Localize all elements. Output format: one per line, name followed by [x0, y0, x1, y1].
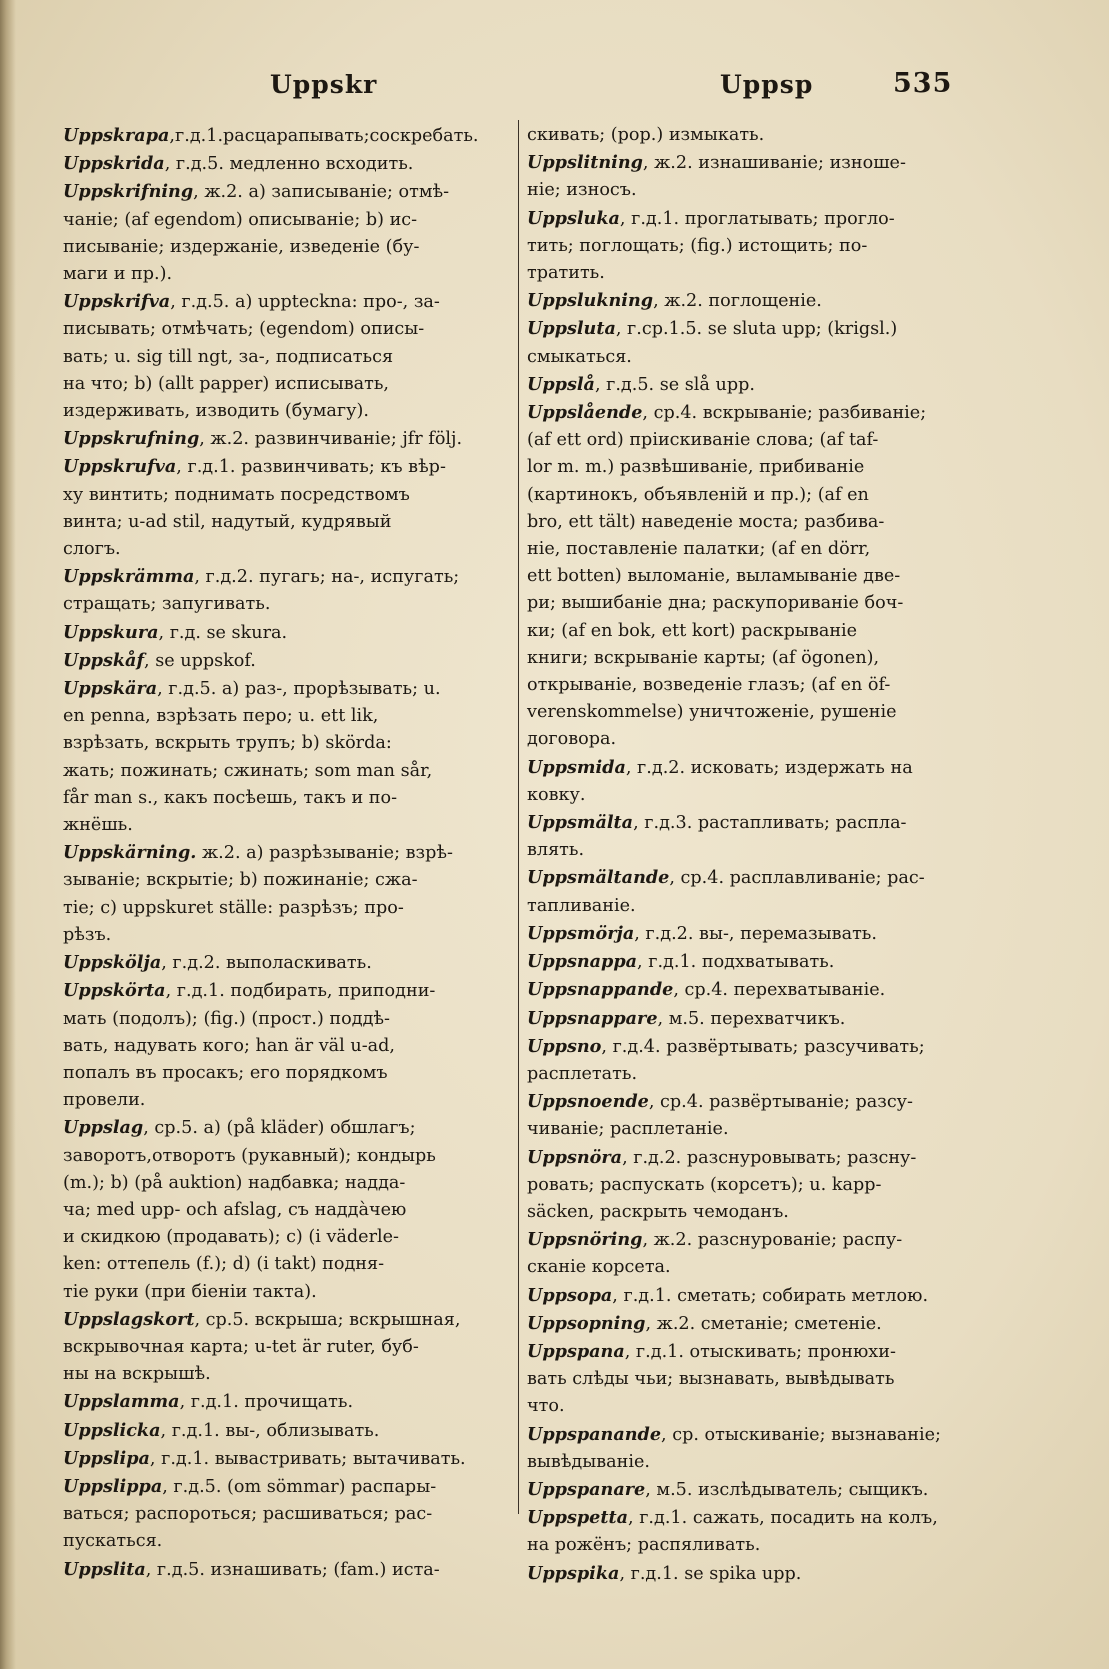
entry-line: Uppskära, г.д.5. a) раз-, прорѣзывать; u. — [63, 678, 441, 700]
headword: Uppspika — [527, 1562, 620, 1584]
headword: Uppskärning. — [63, 842, 197, 864]
headword: Uppsnöra — [527, 1146, 623, 1168]
entry-line: Uppslamma, г.д.1. прочищать. — [63, 1391, 354, 1413]
entry-line: Uppskärning. ж.2. a) разрѣзываніе; взрѣ- — [63, 842, 453, 864]
entry-line: вать слѣды чьи; вызнавать, вывѣдывать — [527, 1369, 895, 1390]
dictionary-entry — [63, 619, 513, 647]
entry-line: винта; u-ad stil, надутый, кудрявый — [63, 511, 392, 532]
entry-line: взрѣзать, вскрыть трупъ; b) skörda: — [63, 733, 392, 754]
entry-line: Uppskrämma, г.д.2. пугагь; на-, испугать; — [63, 566, 460, 588]
entry-line: Uppsmida, г.д.2. исковать; издержать на — [527, 756, 913, 778]
dictionary-entry — [527, 1282, 978, 1310]
entry-line: писывать; отмѣчать; (egendom) описы- — [63, 319, 425, 340]
entry-line: Uppslita, г.д.5. изнашивать; (fam.) иста- — [63, 1558, 440, 1580]
entry-line: и скидкою (продавать); c) (i väderle- — [63, 1227, 399, 1248]
dictionary-entry — [63, 839, 513, 949]
entry-line: заворотъ,отворотъ (рукавный); кондырь — [63, 1145, 436, 1166]
entry-line: договора. — [527, 729, 617, 750]
entry-line: на рожёнъ; распяливать. — [527, 1535, 761, 1556]
entry-line: en penna, взрѣзать перо; u. ett lik, — [63, 706, 379, 727]
dictionary-entry — [63, 453, 513, 563]
headword: Uppskrifning — [63, 181, 194, 203]
left-running-head: Uppskr — [270, 70, 378, 99]
dictionary-entry — [63, 122, 513, 150]
entry-line: тіе руки (при біеніи такта). — [63, 1281, 317, 1302]
headword: Uppsnoende — [527, 1091, 649, 1113]
entry-line: Uppsluka, г.д.1. проглатывать; прогло- — [527, 207, 895, 229]
entry-line: чаніе; (af egendom) описываніе; b) ис- — [63, 209, 418, 230]
dictionary-entry — [527, 1144, 978, 1227]
headword: Uppslita — [63, 1558, 146, 1580]
headword: Uppslippa — [63, 1475, 163, 1497]
headword: Uppsköljа — [63, 952, 162, 974]
headword: Uppspanande — [527, 1423, 662, 1445]
entry-line: ровать; распускать (корсетъ); u. kapp- — [527, 1174, 882, 1195]
entry-line: Uppskrifva, г.д.5. a) uppteckna: про-, за- — [63, 291, 440, 313]
entry-line: ча; med upp- och afslag, съ надда̀чею — [63, 1199, 407, 1220]
dictionary-entry — [63, 150, 513, 178]
dictionary-entry — [63, 1388, 513, 1416]
entry-line: что. — [527, 1396, 565, 1417]
dictionary-entry — [527, 976, 978, 1004]
entry-line: Uppspanande, ср. отыскиваніе; вызнаваніе; — [527, 1423, 941, 1445]
entry-line: Uppskrapa,г.д.1.расцарапывать;соскребать. — [63, 125, 479, 146]
entry-line: Uppslicka, г.д.1. вы-, облизывать. — [63, 1419, 380, 1441]
headword: Uppskrifva — [63, 291, 171, 313]
headword: Uppskrufva — [63, 456, 177, 478]
entry-line: открываніе, возведеніе глазъ; (af en öf- — [527, 675, 891, 696]
entry-line: стращать; запугивать. — [63, 594, 271, 615]
entry-line: рѣзъ. — [63, 924, 112, 945]
headword: Uppskära — [63, 678, 158, 700]
entry-line: скивать; (pop.) измыкать. — [527, 125, 765, 145]
dictionary-entry — [527, 1226, 978, 1281]
entry-line: жать; пожинать; сжинать; som man sår, — [63, 760, 433, 781]
headword: Uppslukning — [527, 290, 654, 312]
dictionary-entry — [63, 425, 513, 453]
entry-line: тапливаніе. — [527, 895, 636, 916]
dictionary-entry — [63, 1114, 513, 1305]
dictionary-entry — [527, 1310, 978, 1338]
headword: Uppskrida — [63, 153, 165, 175]
dictionary-entry — [527, 1560, 978, 1588]
entry-line: на что; b) (allt papper) исписывать, — [63, 373, 390, 394]
headword: Uppsnappande — [527, 979, 674, 1001]
dictionary-entry — [527, 809, 978, 864]
entry-line: зываніе; вскрытіе; b) пожинаніе; сжа- — [63, 870, 418, 891]
entry-line: книги; вскрываніе карты; (af ögonen), — [527, 647, 880, 668]
dictionary-entry — [527, 1088, 978, 1143]
entry-line: Uppslukning, ж.2. поглощеніе. — [527, 290, 822, 312]
entry-line: ковку. — [527, 784, 586, 805]
entry-line: провели. — [63, 1090, 146, 1111]
dictionary-entry — [63, 647, 513, 675]
dictionary-entry — [527, 287, 978, 315]
right-column — [527, 122, 978, 1588]
headword: Uppskrufning — [63, 428, 200, 450]
headword: Uppsmälta — [527, 812, 634, 834]
entry-line: ett botten) выломаніе, выламываніе две- — [527, 566, 901, 587]
entry-line: издерживать, изводить (бумагу). — [63, 401, 369, 422]
entry-line: Uppslagskort, ср.5. вскрыша; вскрышная, — [63, 1308, 461, 1330]
entry-line: ны на вскрышѣ. — [63, 1364, 211, 1385]
entry-line: влять. — [527, 840, 585, 861]
entry-line: сканіе корсета. — [527, 1257, 671, 1278]
dictionary-entry — [63, 1445, 513, 1473]
entry-line: мать (подолъ); (fig.) (прост.) поддѣ- — [63, 1008, 390, 1029]
entry-line: bro, ett tält) наведеніе моста; разбива- — [527, 511, 885, 532]
headword: Uppspana — [527, 1340, 625, 1362]
entry-line: får man s., какъ посѣешь, такъ и по- — [63, 787, 398, 808]
headword: Uppsnappa — [527, 951, 638, 973]
entry-line: вывѣдываніе. — [527, 1451, 651, 1472]
headword: Uppsopning — [527, 1312, 646, 1334]
entry-line: Uppslipa, г.д.1. вывастривать; вытачивать. — [63, 1447, 466, 1469]
entry-line: попалъ въ просакъ; его порядкомъ — [63, 1062, 388, 1083]
entry-line: Uppspetta, г.д.1. сажать, посадить на колъ, — [527, 1507, 938, 1529]
dictionary-entry — [527, 122, 978, 149]
entry-line: Uppsköljа, г.д.2. выполаскивать. — [63, 952, 372, 974]
dictionary-entry — [63, 675, 513, 839]
entry-line: Uppslippa, г.д.5. (om sömmar) распары- — [63, 1475, 437, 1497]
dictionary-entry — [527, 371, 978, 399]
dictionary-entry — [63, 1417, 513, 1445]
entry-line: Uppskrifning, ж.2. a) записываніе; отмѣ- — [63, 181, 450, 203]
entry-line: ken: оттепель (f.); d) (i takt) подня- — [63, 1254, 385, 1275]
entry-line: Uppslag, ср.5. a) (på kläder) обшлагъ; — [63, 1117, 416, 1139]
entry-line: Uppsmältande, ср.4. расплавливаніе; рас- — [527, 867, 925, 889]
entry-line: lor m. m.) развѣшиваніе, прибиваніе — [527, 457, 865, 478]
entry-line: Uppspana, г.д.1. отыскивать; пронюхи- — [527, 1340, 896, 1362]
entry-line: Uppsnoende, ср.4. развёртываніе; разсу- — [527, 1091, 913, 1113]
page-number: 535 — [893, 68, 953, 99]
entry-line: маги и пр.). — [63, 264, 173, 285]
entry-line: (картинокъ, объявленій и пр.); (af en — [527, 484, 869, 505]
headword: Uppskåf — [63, 649, 145, 671]
entry-line: Uppskörta, г.д.1. подбирать, приподни- — [63, 980, 436, 1002]
dictionary-entry — [527, 205, 978, 288]
entry-line: тить; поглощать; (fig.) истощить; по- — [527, 235, 868, 256]
entry-line: пускаться. — [63, 1531, 163, 1552]
dictionary-entry — [527, 1504, 978, 1559]
entry-line: Uppskrida, г.д.5. медленно всходить. — [63, 153, 414, 175]
headword: Uppsopa — [527, 1284, 613, 1306]
entry-line: смыкаться. — [527, 346, 632, 367]
entry-line: säcken, раскрыть чемоданъ. — [527, 1201, 789, 1222]
headword: Uppskura — [63, 621, 159, 643]
dictionary-entry — [527, 149, 978, 204]
headword: Uppslående — [527, 402, 643, 424]
entry-line: Uppslitning, ж.2. изнашиваніе; изноше- — [527, 152, 906, 174]
headword: Uppspetta — [527, 1507, 629, 1529]
entry-line: ри; вышибаніе дна; раскупориваніе боч- — [527, 593, 904, 614]
entry-line: жнёшь. — [63, 815, 133, 836]
entry-line: Uppskrufning, ж.2. развинчиваніе; jfr följ. — [63, 428, 463, 450]
dictionary-entry — [63, 949, 513, 977]
entry-line: Uppsnappa, г.д.1. подхватывать. — [527, 951, 835, 973]
entry-line: Uppspanare, м.5. изслѣдыватель; сыщикъ. — [527, 1478, 929, 1500]
entry-line: чиваніе; расплетаніе. — [527, 1119, 729, 1140]
entry-line: слогъ. — [63, 539, 121, 560]
headword: Uppsluta — [527, 318, 616, 340]
entry-line: Uppsopa, г.д.1. сметать; собирать метлою. — [527, 1284, 929, 1306]
headword: Uppsno — [527, 1035, 602, 1057]
headword: Uppsnöring — [527, 1229, 643, 1251]
entry-line: verenskommelse) уничтоженіе, рушеніе — [527, 702, 897, 723]
entry-line: вскрывочная карта; u-tet är ruter, буб- — [63, 1336, 419, 1357]
entry-line: Uppsluta, г.ср.1.5. se sluta upp; (krigsl.) — [527, 318, 898, 340]
dictionary-entry — [527, 920, 978, 948]
entry-line: писываніе; издержаніе, изведеніе (бу- — [63, 236, 420, 257]
headword: Uppskrämma — [63, 566, 195, 588]
entry-line: Uppslå, г.д.5. se slå upp. — [527, 373, 755, 395]
entry-line: вать, надувать кого; han är väl u-ad, — [63, 1035, 396, 1056]
dictionary-entry — [63, 1473, 513, 1556]
entry-line: тіе; c) uppskuret ställe: разрѣзъ; про- — [63, 897, 404, 918]
dictionary-entry — [63, 563, 513, 618]
entry-line: Uppsnappare, м.5. перехватчикъ. — [527, 1007, 846, 1029]
dictionary-entry — [527, 948, 978, 976]
dictionary-entry — [527, 1005, 978, 1033]
dictionary-entry — [63, 1306, 513, 1389]
headword: Uppslagskort — [63, 1308, 195, 1330]
headword: Uppsmörja — [527, 922, 635, 944]
entry-line: Uppskura, г.д. se skura. — [63, 621, 288, 643]
headword: Uppslitning — [527, 152, 643, 174]
headword: Uppslå — [527, 373, 595, 395]
entry-line: ки; (af en bok, ett kort) раскрываніе — [527, 620, 858, 641]
entry-line: Uppsmörja, г.д.2. вы-, перемазывать. — [527, 922, 877, 944]
entry-line: Uppsopning, ж.2. сметаніе; сметеніе. — [527, 1312, 882, 1334]
left-column — [63, 122, 513, 1584]
page-binding-edge — [0, 0, 16, 1669]
headword: Uppslamma — [63, 1391, 180, 1413]
entry-line: вать; u. sig till ngt, за-, подписаться — [63, 346, 394, 367]
entry-line: Uppsnappande, ср.4. перехватываніе. — [527, 979, 886, 1001]
dictionary-entry — [527, 315, 978, 370]
headword: Uppskrapa — [63, 125, 170, 146]
entry-line: Uppsmälta, г.д.3. растапливать; распла- — [527, 812, 907, 834]
dictionary-entry — [63, 288, 513, 425]
headword: Uppslipa — [63, 1447, 150, 1469]
dictionary-entry — [63, 977, 513, 1114]
entry-line: ніе; износъ. — [527, 180, 637, 201]
entry-line: (af ett ord) пріискиваніе слова; (af taf- — [527, 430, 879, 451]
entry-line: Uppskåf, se uppskof. — [63, 649, 256, 671]
dictionary-entry — [527, 864, 978, 919]
entry-line: Uppspika, г.д.1. se spika upp. — [527, 1562, 802, 1584]
entry-line: ваться; распороться; расшиваться; рас- — [63, 1504, 433, 1525]
headword: Uppsluka — [527, 207, 620, 229]
entry-line: Uppslående, ср.4. вскрываніе; разбиваніе; — [527, 402, 927, 424]
headword: Uppslag — [63, 1117, 144, 1139]
dictionary-entry — [527, 1033, 978, 1088]
right-running-head: Uppsp — [720, 70, 814, 99]
dictionary-entry — [527, 1338, 978, 1421]
column-divider — [518, 120, 519, 1514]
dictionary-entry — [527, 1421, 978, 1476]
headword: Uppsmida — [527, 756, 626, 778]
entry-line: тратить. — [527, 263, 605, 284]
dictionary-entry — [63, 1556, 513, 1584]
entry-line: расплетать. — [527, 1063, 638, 1084]
headword: Uppskörta — [63, 980, 166, 1002]
dictionary-entry — [527, 399, 978, 754]
headword: Uppsnappare — [527, 1007, 658, 1029]
entry-line: Uppskrufva, г.д.1. развинчивать; къ вѣр- — [63, 456, 446, 478]
entry-line: ху винтить; поднимать посредствомъ — [63, 484, 410, 505]
dictionary-entry — [63, 178, 513, 288]
entry-line: Uppsno, г.д.4. развёртывать; разсучивать; — [527, 1035, 925, 1057]
headword: Uppsmältande — [527, 867, 670, 889]
entry-line: ніе, поставленіе палатки; (af en dörr, — [527, 539, 871, 560]
dictionary-entry — [527, 754, 978, 809]
headword: Uppslicka — [63, 1419, 161, 1441]
entry-line: Uppsnöring, ж.2. разснурованіе; распу- — [527, 1229, 903, 1251]
entry-line: (m.); b) (på auktion) надбавка; надда- — [63, 1172, 406, 1193]
dictionary-entry — [527, 1476, 978, 1504]
headword: Uppspanare — [527, 1478, 646, 1500]
entry-line: Uppsnöra, г.д.2. разснуровывать; разсну- — [527, 1146, 917, 1168]
